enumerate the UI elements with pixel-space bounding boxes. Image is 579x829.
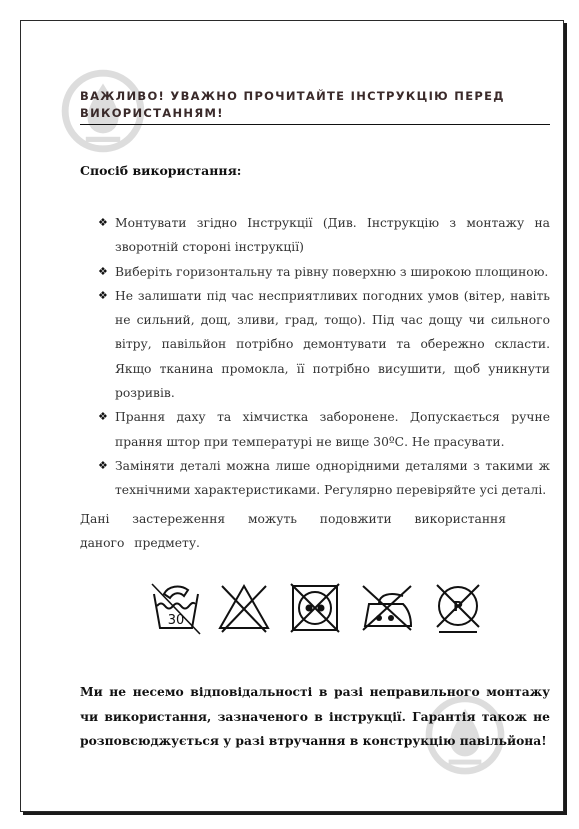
usage-subheading: Спосіб використання:: [80, 163, 242, 178]
diamond-bullet-icon: ❖: [98, 410, 108, 424]
do-not-bleach-icon: [216, 580, 272, 636]
svg-text:30: 30: [167, 613, 185, 628]
instruction-text: Монтувати згідно Інструкції (Див. Інструкцію з монтажу на зворотній стороні інструкції): [115, 216, 550, 255]
list-item: [98, 284, 550, 405]
instruction-text: Не залишати під час несприятливих погодних умов (вітер, навіть не сильний, дощ, зливи, град, тощо). Під час дощу чи сильного вітру, павільйон потрібно демонтувати та обережно скласти. Якщо тканина промокла, її потрібно висушити, щоб уникнути розривів.: [115, 288, 550, 401]
diamond-bullet-icon: ❖: [98, 288, 108, 302]
list-item: [98, 454, 550, 503]
diamond-bullet-icon: ❖: [98, 264, 108, 278]
instruction-text: Виберіть горизонтальну та рівну поверхню з широкою площиною.: [115, 264, 549, 279]
list-item: [98, 260, 550, 284]
instruction-text: Прання даху та хімчистка заборонене. Допускається ручне прання штор при температурі не вище 30ºС. Не прасувати.: [115, 410, 550, 449]
instructions-list: [98, 211, 550, 503]
list-item: [98, 405, 550, 454]
list-item: [98, 211, 550, 260]
instruction-text: Заміняти деталі можна лише однорідними деталями з такими ж технічними характеристиками. Регулярно перевіряйте усі деталі.: [115, 458, 550, 498]
diamond-bullet-icon: ❖: [98, 458, 108, 472]
svg-text:P: P: [453, 600, 463, 615]
do-not-iron-icon: [357, 580, 417, 636]
hand-wash-30-icon: [150, 580, 202, 636]
document-heading: ВАЖЛИВО! УВАЖНО ПРОЧИТАЙТЕ ІНСТРУКЦІЮ ПЕРЕД ВИКОРИСТАННЯМ!: [80, 88, 550, 125]
warranty-warning: Ми не несемо відповідальності в разі неправильного монтажу чи використання, зазначеного в інструкції. Гарантія також не розповсюджується у разі втручання в конструкцію павільйона!: [80, 684, 550, 748]
note-text: Дані застереження можуть подовжити використання даного предмету.: [80, 512, 506, 550]
care-symbols-row: [150, 578, 485, 638]
do-not-dry-clean-icon: [431, 580, 485, 636]
do-not-tumble-dry-icon: [287, 580, 343, 636]
diamond-bullet-icon: ❖: [98, 216, 108, 229]
